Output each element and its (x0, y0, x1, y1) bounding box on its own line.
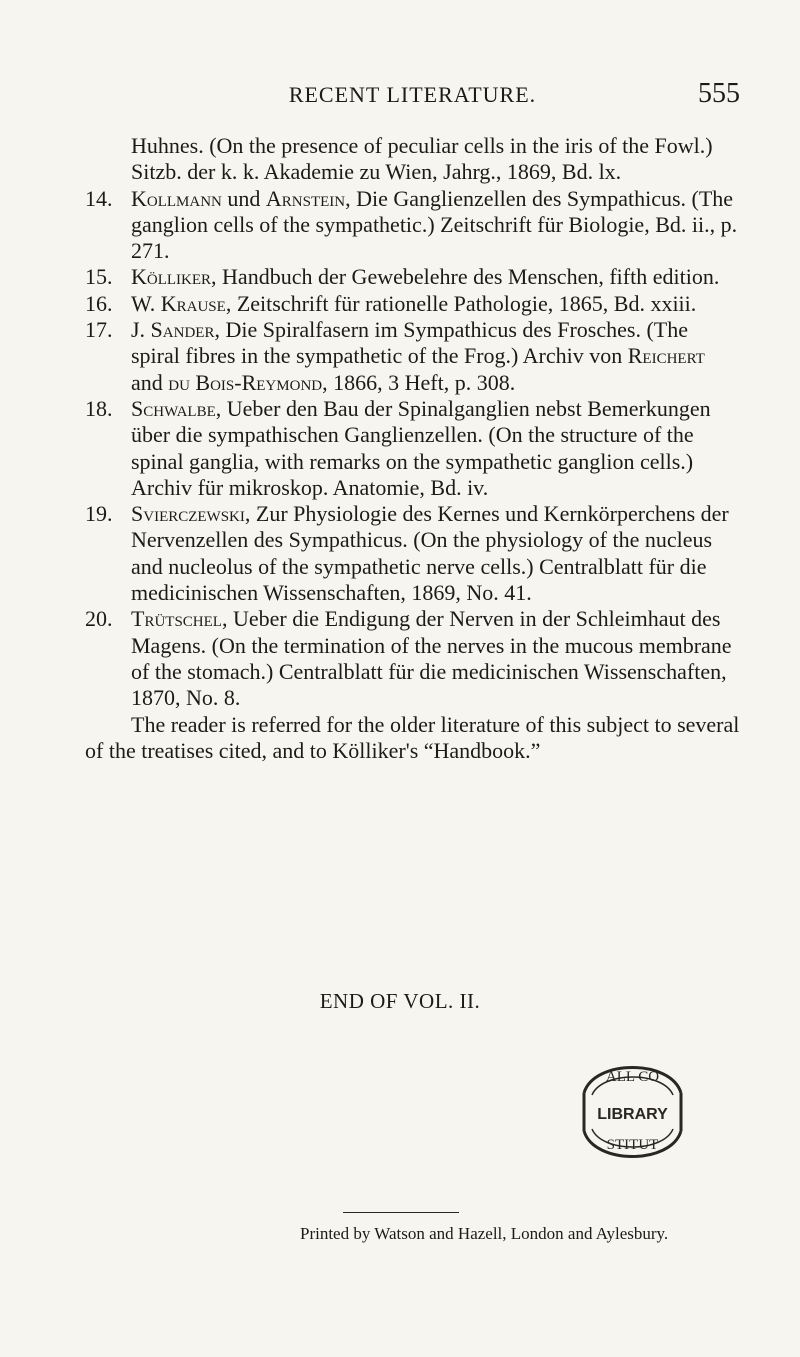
running-title: RECENT LITERATURE. (288, 82, 537, 107)
reference-editor: du Bois-Reymond (168, 369, 323, 395)
library-stamp (570, 1045, 695, 1175)
reference-text: , Handbuch der Gewebelehre des Menschen, fifth edition. (211, 264, 720, 290)
continued-reference: Huhnes. (On the presence of peculiar cells in the iris of the Fowl.) Sitzb. der k. k. Akademie zu Wien, Jahrg., 1869, Bd. lx. (131, 133, 713, 185)
stamp-bottom-text: STITUT (606, 1137, 659, 1153)
reference-number: 16. (85, 290, 113, 316)
reference-coauthor: Arnstein (265, 185, 346, 211)
stamp-top-text: ALL CO (605, 1069, 660, 1085)
reference-number: 18. (85, 395, 113, 421)
reference-author: Kollmann (131, 185, 222, 211)
reference-text: , Die Spiralfasern im Sympathicus des Frosches. (The spiral fibres in the sympathetic of the Frog.) Archiv von (131, 317, 688, 369)
reference-number: 20. (85, 606, 113, 632)
reference-15 (85, 264, 740, 290)
reference-17 (85, 317, 740, 396)
reference-author: W. Krause (131, 290, 226, 316)
reference-text: , Die Ganglienzellen des Sympathicus. (The ganglion cells of the sympathetic.) Zeitschrift für Biologie, Bd. ii., p. 271. (131, 185, 738, 264)
end-of-volume-note: END OF VOL. II. (319, 989, 481, 1013)
reference-author: Kölliker (131, 264, 212, 290)
page-number: 555 (698, 78, 740, 109)
reference-text: , Zeitschrift für rationelle Pathologie, 1865, Bd. xxiii. (225, 290, 697, 316)
reference-text: , Ueber die Endigung der Nerven in der Schleimhaut des Magens. (On the termination of the nerves in the mucous membrane of the stomach.) Centralblatt für die medicinischen Wissenschaften, 1870, No. 8. (131, 606, 732, 711)
closing-paragraph: The reader is referred for the older literature of this subject to several of the treatises cited, and to Kölliker's “Handbook.” (85, 711, 740, 763)
reference-author: Svierczewski (131, 501, 245, 527)
reference-author: Schwalbe (131, 395, 216, 421)
reference-author: J. Sander (131, 317, 215, 343)
reference-number: 15. (85, 264, 113, 290)
reference-number: 17. (85, 317, 113, 343)
reference-20 (85, 606, 740, 711)
reference-14 (85, 186, 740, 265)
reference-list (85, 133, 740, 764)
reference-text: and (131, 369, 169, 395)
reference-text: , 1866, 3 Heft, p. 308. (322, 369, 516, 395)
reference-19 (85, 501, 740, 606)
reference-text: , Zur Physiologie des Kernes und Kernkörperchens der Nervenzellen des Sympathicus. (On the physiology of the nucleus and nucleolus of the sympathetic nerve cells.) Centralblatt für die medicinischen Wissenschaften, 1869, No. 41. (131, 501, 729, 606)
stamp-center-text: LIBRARY (597, 1106, 668, 1123)
reference-author: Trütschel (131, 606, 222, 632)
reference-number: 19. (85, 501, 113, 527)
reference-text: , Ueber den Bau der Spinalganglien nebst Bemerkungen über die sympathischen Ganglienzellen. (On the structure of the spinal ganglia, with remarks on the sympathetic ganglion cells.) Archiv für mikroskop. Anatomie, Bd. iv. (131, 395, 711, 500)
running-head (85, 78, 740, 112)
reference-18 (85, 396, 740, 501)
reference-text: und (221, 185, 266, 211)
printer-imprint: Printed by Watson and Hazell, London and Aylesbury. (300, 1224, 669, 1243)
reference-number: 14. (85, 185, 113, 211)
imprint-divider (343, 1212, 459, 1213)
reference-editor: Reichert (627, 343, 705, 369)
reference-16 (85, 291, 740, 317)
